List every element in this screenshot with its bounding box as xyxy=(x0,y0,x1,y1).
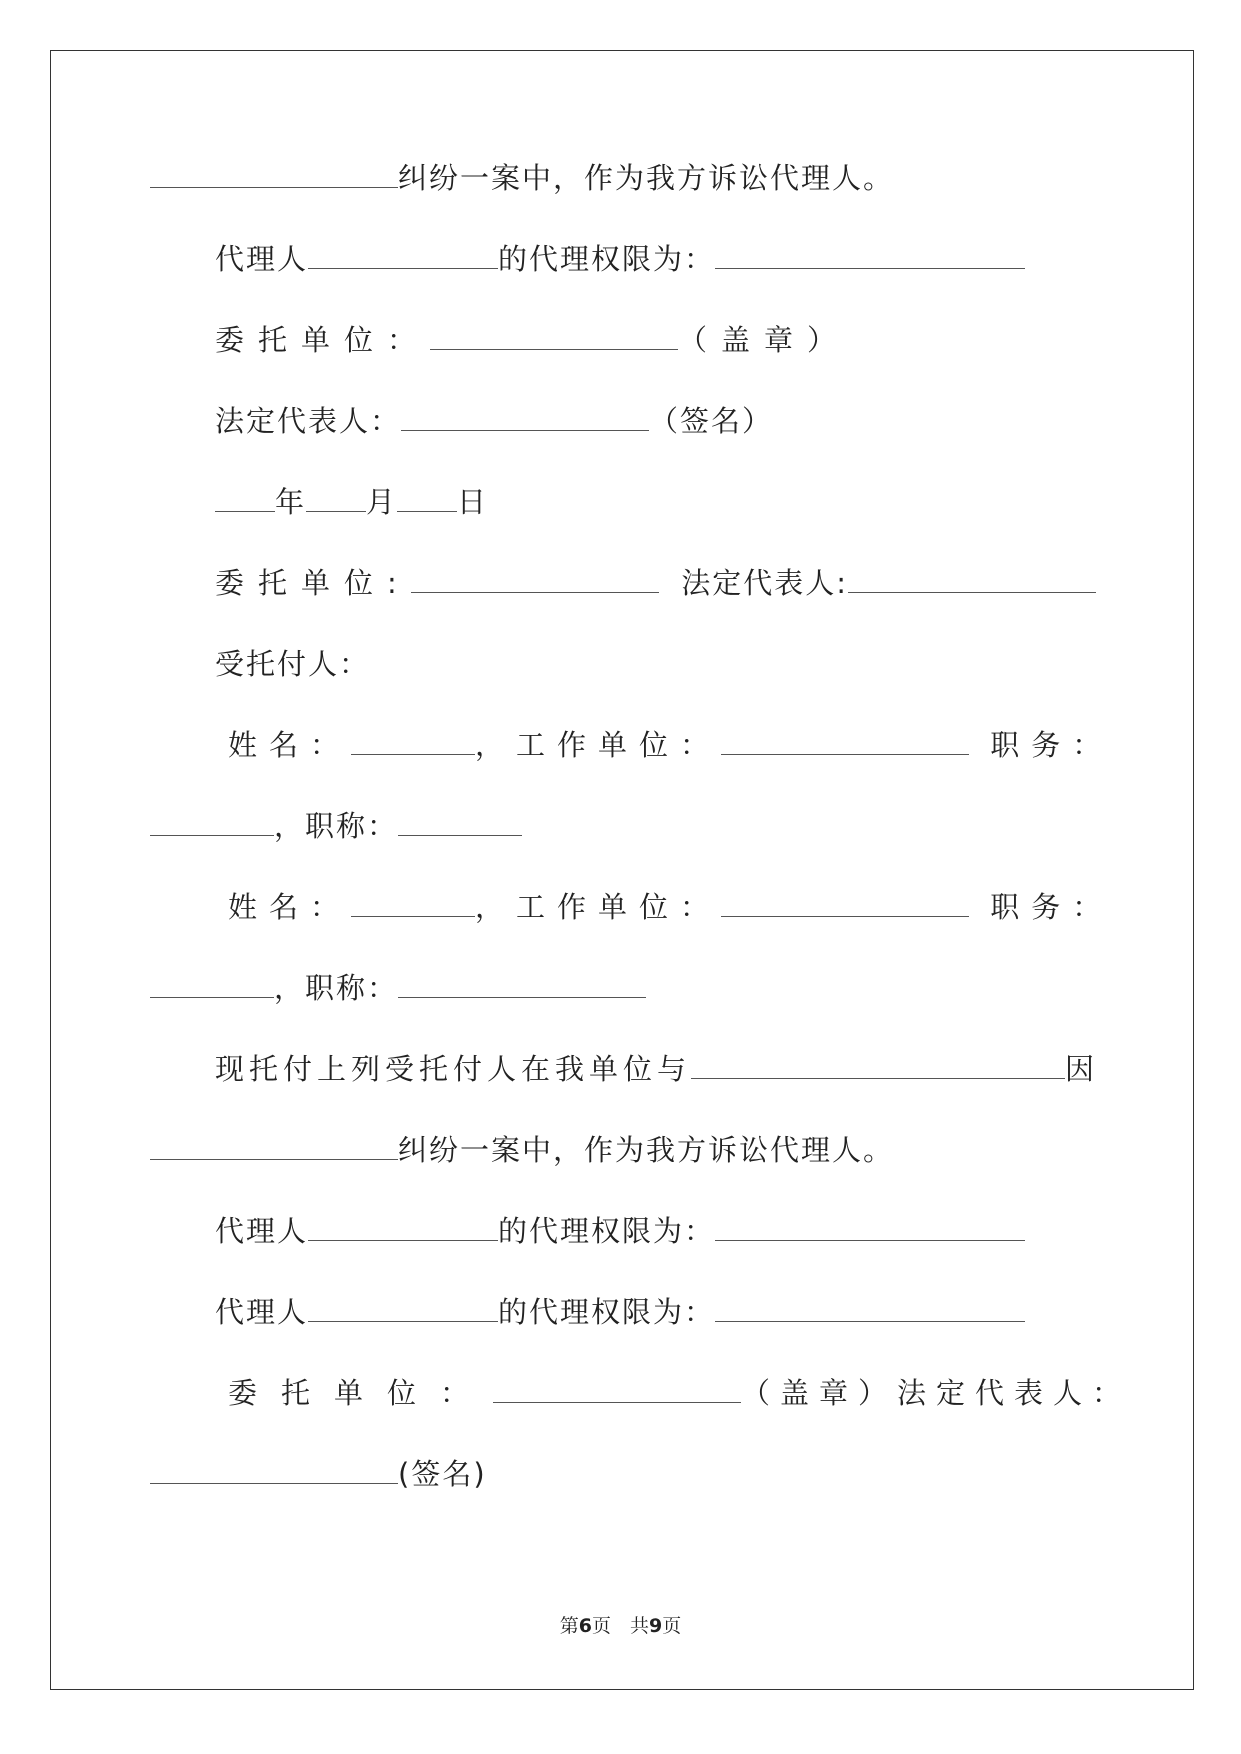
line-dispute-1: 纠纷一案中，作为我方诉讼代理人。 xyxy=(150,158,894,198)
blank-field[interactable] xyxy=(721,730,969,755)
line-sign: (签名) xyxy=(150,1454,487,1494)
blank-field[interactable] xyxy=(401,406,649,431)
line-trustee-1: 姓名： ，工作单位： 职务： xyxy=(228,728,1114,762)
blank-field[interactable] xyxy=(150,1459,398,1484)
line-trustee-2-title: ，职称： xyxy=(150,968,646,1008)
line-client-unit-seal: 委托单位： （盖章） xyxy=(215,323,851,357)
blank-field[interactable] xyxy=(715,1216,1025,1241)
blank-field[interactable] xyxy=(721,892,969,917)
line-agent-authority-3: 代理人 的代理权限为： xyxy=(215,1292,1025,1332)
line-dispute-2: 纠纷一案中，作为我方诉讼代理人。 xyxy=(150,1130,894,1170)
blank-field[interactable] xyxy=(150,1135,398,1160)
line-legal-rep-sign: 法定代表人： （签名） xyxy=(215,404,774,438)
blank-field[interactable] xyxy=(398,973,646,998)
blank-field[interactable] xyxy=(715,244,1025,269)
blank-month[interactable] xyxy=(306,487,366,512)
page-border xyxy=(50,50,1194,1690)
line-trustee-heading: 受托付人： xyxy=(215,647,371,681)
line-entrust-statement: 现托付上列受托付人在我单位与 因 xyxy=(215,1052,1100,1086)
blank-field[interactable] xyxy=(493,1378,741,1403)
blank-field[interactable] xyxy=(308,244,498,269)
line-trustee-2: 姓名： ，工作单位： 职务： xyxy=(228,890,1114,924)
blank-field[interactable] xyxy=(848,568,1096,593)
blank-field[interactable] xyxy=(398,811,522,836)
line-client-unit-legal-rep: 委托单位: 法定代表人: xyxy=(215,563,1096,603)
blank-field[interactable] xyxy=(308,1216,498,1241)
line-agent-authority-1: 代理人 的代理权限为： xyxy=(215,239,1025,279)
blank-field[interactable] xyxy=(351,892,475,917)
line-date: 年 月 日 xyxy=(215,482,488,522)
blank-field[interactable] xyxy=(430,325,678,350)
blank-field[interactable] xyxy=(351,730,475,755)
blank-field[interactable] xyxy=(150,811,274,836)
blank-field[interactable] xyxy=(691,1054,1065,1079)
blank-field[interactable] xyxy=(411,568,659,593)
blank-field[interactable] xyxy=(715,1297,1025,1322)
line-trustee-1-title: ，职称： xyxy=(150,806,522,846)
blank-field[interactable] xyxy=(150,163,398,188)
blank-field[interactable] xyxy=(308,1297,498,1322)
blank-field[interactable] xyxy=(150,973,274,998)
page-number-footer: 第6页 共9页 xyxy=(559,1615,682,1637)
line-client-unit-seal-legal-rep: 委托单位： （盖章）法定代表人： xyxy=(228,1376,1132,1410)
blank-day[interactable] xyxy=(397,487,457,512)
blank-year[interactable] xyxy=(215,487,275,512)
line-agent-authority-2: 代理人 的代理权限为： xyxy=(215,1211,1025,1251)
